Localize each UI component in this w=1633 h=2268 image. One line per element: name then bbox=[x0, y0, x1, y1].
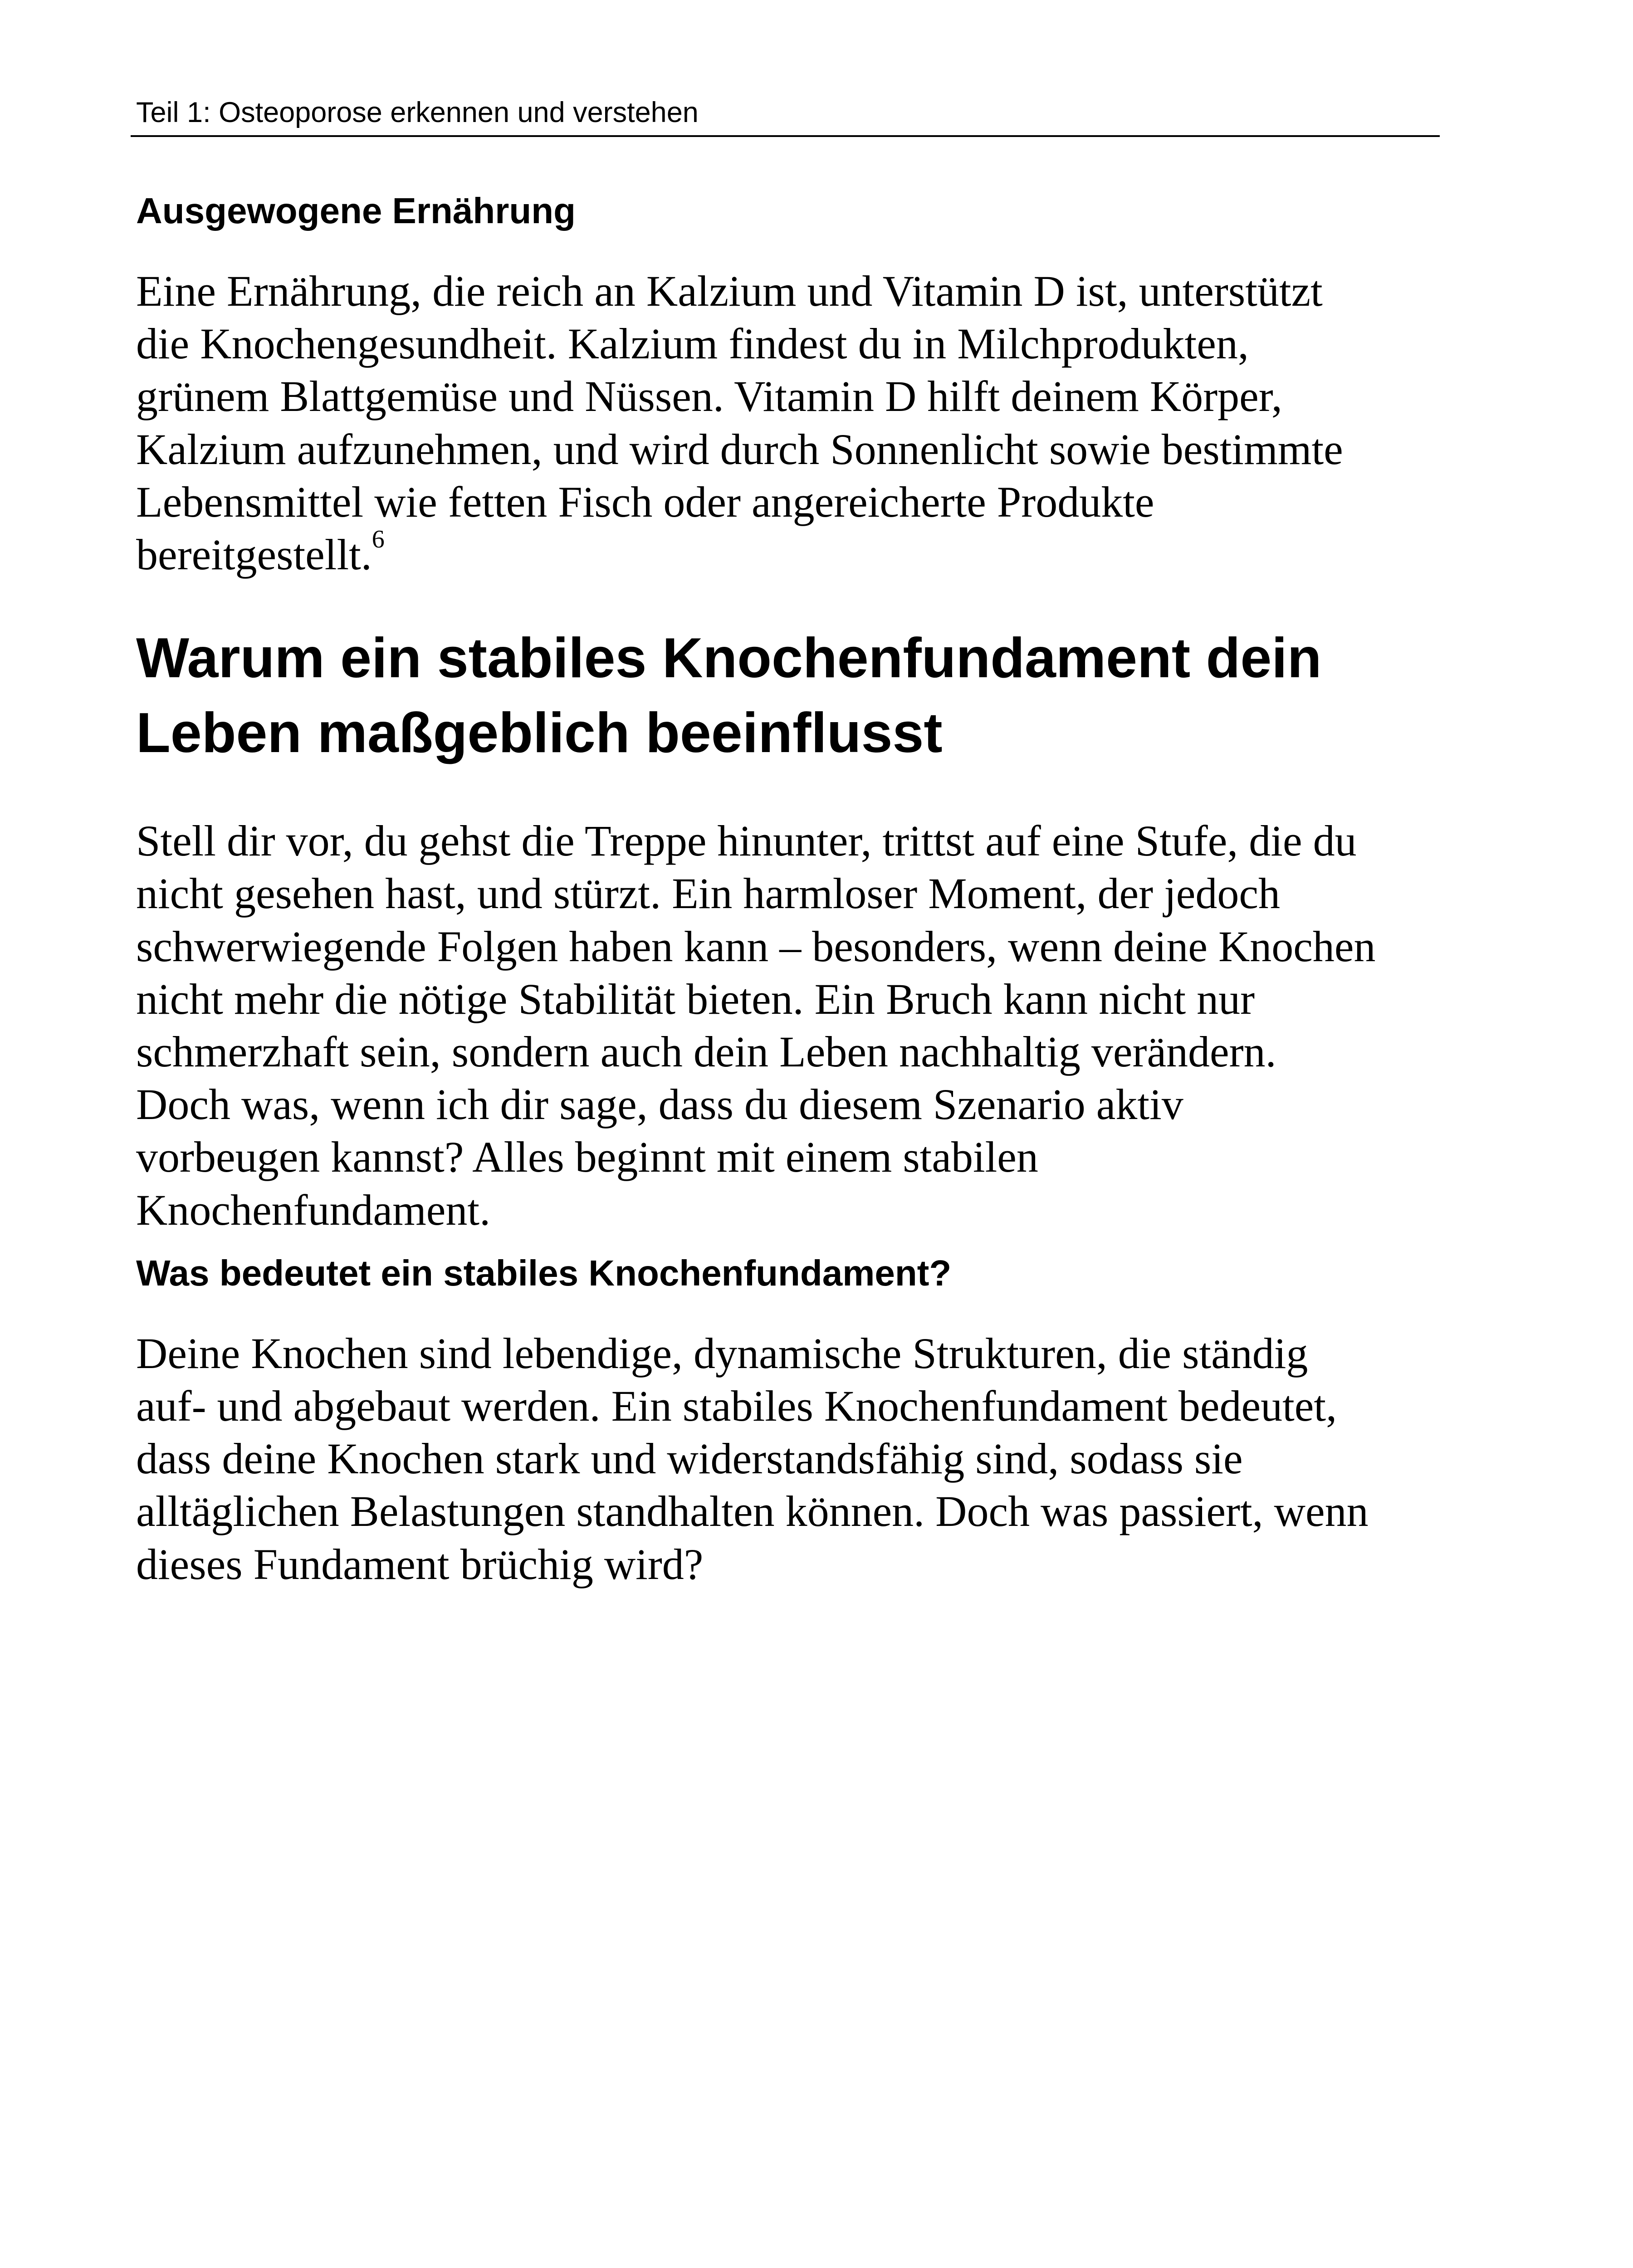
text-line: nicht mehr die nötige Stabilität bieten. Ein Bruch kann nicht nur bbox=[136, 974, 1255, 1023]
subheading-balanced-nutrition: Ausgewogene Ernährung bbox=[136, 191, 576, 231]
text-line-content: bereitgestellt. bbox=[136, 530, 372, 579]
text-line: Deine Knochen sind lebendige, dynamische Strukturen, die ständig bbox=[136, 1329, 1308, 1378]
text-line: Kalzium aufzunehmen, und wird durch Sonnenlicht sowie bestimmte bbox=[136, 425, 1343, 474]
text-line: Stell dir vor, du gehst die Treppe hinunter, trittst auf eine Stufe, die du bbox=[136, 816, 1357, 865]
paragraph-meaning bbox=[136, 1327, 1442, 1591]
text-line: die Knochengesundheit. Kalzium findest du in Milchprodukten, bbox=[136, 319, 1249, 368]
text-line: alltäglichen Belastungen standhalten können. Doch was passiert, wenn bbox=[136, 1487, 1369, 1536]
paragraph-foundation bbox=[136, 815, 1442, 1237]
text-line: dieses Fundament brüchig wird? bbox=[136, 1540, 704, 1589]
page-content bbox=[136, 186, 1442, 1591]
subheading-meaning: Was bedeutet ein stabiles Knochenfundament? bbox=[136, 1252, 952, 1293]
text-line: dass deine Knochen stark und widerstandsfähig sind, sodass sie bbox=[136, 1434, 1243, 1483]
text-line: nicht gesehen hast, und stürzt. Ein harmloser Moment, der jedoch bbox=[136, 869, 1281, 918]
text-line: schwerwiegende Folgen haben kann – besonders, wenn deine Knochen bbox=[136, 922, 1376, 971]
text-line: auf- und abgebaut werden. Ein stabiles Knochenfundament bedeutet, bbox=[136, 1382, 1337, 1431]
footnote-reference[interactable]: 6 bbox=[372, 525, 385, 554]
text-line: Knochenfundament. bbox=[136, 1185, 491, 1234]
section-title-line: Leben maßgeblich beeinflusst bbox=[136, 702, 943, 765]
text-line: Lebensmittel wie fetten Fisch oder angereicherte Produkte bbox=[136, 477, 1154, 526]
text-line: grünem Blattgemüse und Nüssen. Vitamin D hilft deinem Körper, bbox=[136, 372, 1282, 421]
paragraph-nutrition bbox=[136, 265, 1442, 581]
section-title-line: Warum ein stabiles Knochenfundament dein bbox=[136, 627, 1322, 690]
text-line-with-footnote bbox=[136, 525, 1442, 581]
text-line: vorbeugen kannst? Alles beginnt mit einem stabilen bbox=[136, 1133, 1038, 1182]
section-title-bone-foundation bbox=[136, 621, 1442, 771]
header-divider bbox=[131, 135, 1440, 137]
text-line: Doch was, wenn ich dir sage, dass du diesem Szenario aktiv bbox=[136, 1080, 1183, 1129]
text-line: schmerzhaft sein, sondern auch dein Leben nachhaltig verändern. bbox=[136, 1027, 1276, 1076]
running-header: Teil 1: Osteoporose erkennen und verstehen bbox=[136, 97, 699, 128]
text-line: Eine Ernährung, die reich an Kalzium und Vitamin D ist, unterstützt bbox=[136, 267, 1323, 315]
